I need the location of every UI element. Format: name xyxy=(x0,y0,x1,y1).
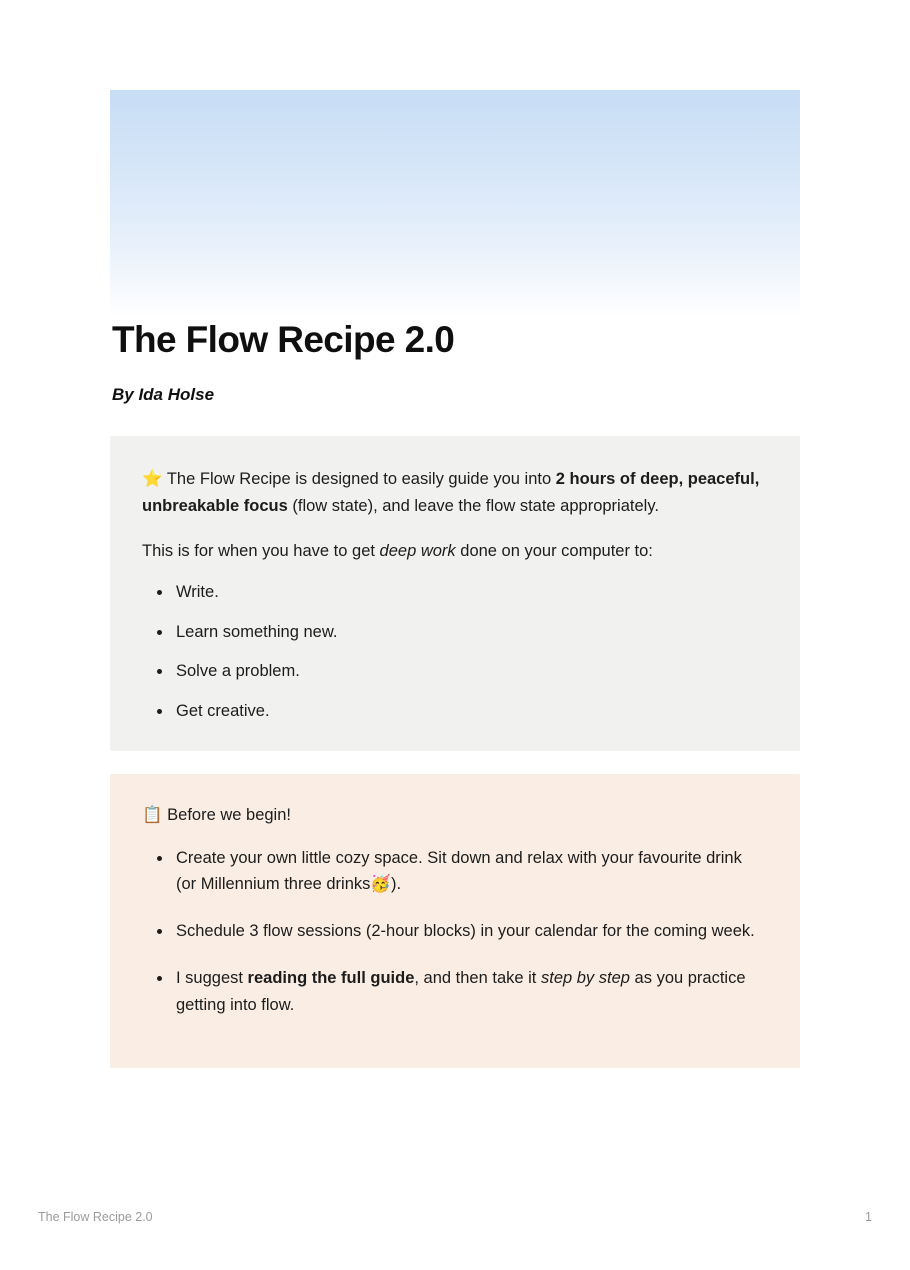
list-item-lead: Schedule 3 flow sessions (2-hour blocks) in your calendar for the coming week. xyxy=(176,922,755,941)
footer-page-number: 1 xyxy=(865,1210,872,1224)
list-item-mid: , and then take it xyxy=(414,968,541,987)
author-byline: By Ida Holse xyxy=(112,385,215,405)
intro-paragraph-1-bold: 2 hours of deep, peaceful, unbreakable focus xyxy=(142,470,760,516)
list-item-lead: I suggest xyxy=(176,968,248,987)
intro-paragraph-2-tail: done on your computer to: xyxy=(455,542,653,561)
footer-document-title: The Flow Recipe 2.0 xyxy=(38,1210,153,1224)
list-item-bold: reading the full guide xyxy=(247,968,415,987)
list-item xyxy=(176,965,766,1018)
list-item xyxy=(176,845,766,898)
intro-paragraph-1-tail: (flow state), and leave the flow state appropriately. xyxy=(287,497,659,516)
intro-paragraph-1 xyxy=(142,466,766,520)
list-item-tail: ). xyxy=(390,875,402,894)
intro-paragraph-2-lead: This is for when you have to get xyxy=(142,542,380,561)
before-we-begin-heading xyxy=(142,802,766,829)
hero-gradient-banner xyxy=(110,90,800,317)
before-we-begin-callout xyxy=(110,774,800,1068)
party-face-emoji: 🥳 xyxy=(370,874,391,894)
intro-paragraph-1-lead: The Flow Recipe is designed to easily guide you into xyxy=(166,470,556,489)
star-emoji: ⭐ xyxy=(142,469,163,489)
list-item: Learn something new. xyxy=(176,619,766,646)
intro-paragraph-2-italic: deep work xyxy=(379,542,456,561)
before-we-begin-heading-text: Before we begin! xyxy=(167,805,291,824)
page-title: The Flow Recipe 2.0 xyxy=(112,319,455,360)
intro-list xyxy=(142,579,766,725)
intro-callout xyxy=(110,436,800,751)
list-item: Solve a problem. xyxy=(176,658,766,685)
page-footer xyxy=(38,1210,872,1224)
list-item-italic: step by step xyxy=(540,968,630,987)
notepad-emoji: 📋 xyxy=(142,804,163,824)
list-item-tail: as you practice getting into flow. xyxy=(176,968,746,1014)
list-item: Write. xyxy=(176,579,766,606)
before-we-begin-list xyxy=(142,845,766,1019)
list-item: Get creative. xyxy=(176,698,766,725)
list-item-lead: Create your own little cozy space. Sit down and relax with your favourite drink (or Millennium three drinks xyxy=(176,848,742,894)
list-item xyxy=(176,918,766,945)
document-content xyxy=(110,317,800,1068)
intro-paragraph-2 xyxy=(142,538,766,565)
